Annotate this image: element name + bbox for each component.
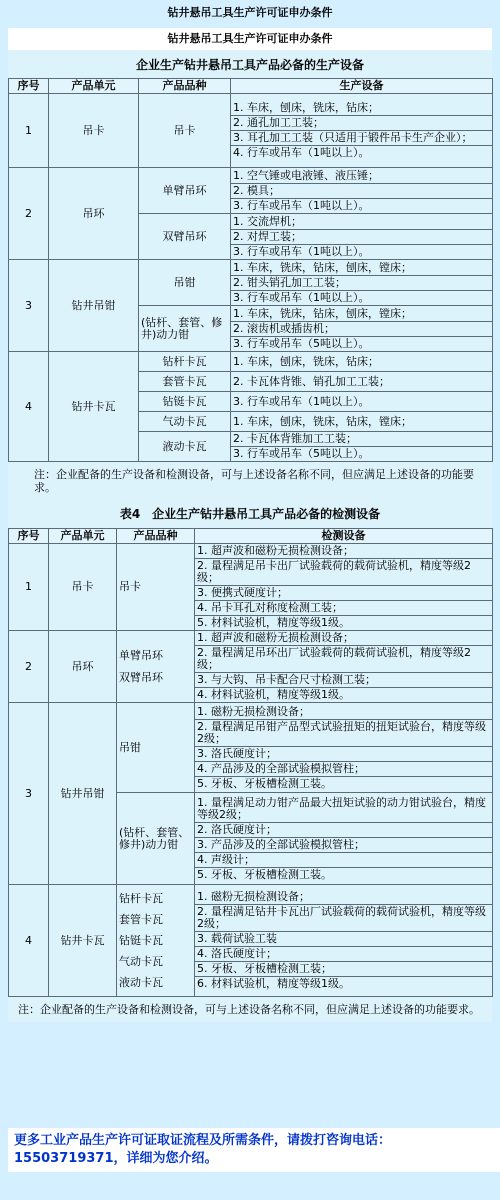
table2-caption: 表4 企业生产钻井悬吊工具产品必备的检测设备 — [119, 507, 381, 521]
row-variety: 钻杆卡瓦 — [139, 352, 231, 372]
list-item: 1. 车床，铣床，钻床，刨床，镗床； — [231, 307, 492, 322]
col-header-no: 序号 — [9, 529, 49, 544]
list-item: 3. 行车或吊车（5吨以上）。 — [233, 336, 370, 350]
content-panel — [8, 50, 492, 1022]
list-item: 3. 行车或吊车（1吨以上）。 — [233, 290, 370, 304]
row-equipment — [231, 94, 493, 168]
row-equipment — [231, 412, 493, 432]
row-variety: 吊钳 — [117, 703, 195, 793]
row-inspection — [195, 631, 493, 703]
row-variety: 吊钳 — [139, 260, 231, 306]
row-variety: 单臂吊环 双臂吊环 — [117, 631, 195, 703]
list-item: 2. 量程满足吊卡出厂试验载荷的载荷试验机，精度等级2级； — [195, 559, 492, 586]
list-item: 1. 量程满足动力钳产品最大扭矩试验的动力钳试验台，精度等级2级； — [195, 796, 492, 823]
list-item: 4. 吊卡耳孔对称度检测工装； — [195, 601, 492, 616]
section-title: 钻井悬吊工具生产许可证申办条件 — [8, 28, 492, 50]
list-item: 5. 牙板、牙板槽检测工装； — [195, 962, 492, 977]
row-equipment — [231, 352, 493, 372]
row-no: 1 — [9, 94, 49, 168]
row-variety: (钻杆、套管、修井)动力钳 — [139, 306, 231, 352]
list-item: 4. 材料试验机，精度等级1级。 — [197, 688, 350, 701]
list-item: 1. 超声波和磁粉无损检测设备； — [195, 544, 492, 559]
row-unit: 吊环 — [49, 168, 139, 260]
row-inspection — [195, 793, 493, 885]
row-inspection — [195, 885, 493, 997]
row-variety: 钻杆卡瓦 套管卡瓦 钻铤卡瓦 气动卡瓦 液动卡瓦 — [117, 885, 195, 997]
list-item: 1. 车床，铣床，钻床，刨床，镗床； — [231, 261, 492, 276]
col-header-variety: 产品品种 — [117, 529, 195, 544]
note-2: 注：企业配备的生产设备和检测设备，可与上述设备名称不同，但应满足上述设备的功能要求。 — [18, 1003, 480, 1016]
list-item: 5. 牙板、牙板槽检测工装。 — [197, 867, 332, 881]
list-item: 2. 对焊工装； — [231, 230, 492, 245]
row-unit: 钻井吊钳 — [49, 703, 117, 885]
list-item: 3. 行车或吊车（5吨以上）。 — [233, 447, 370, 460]
list-item: 5. 材料试验机，精度等级1级。 — [197, 616, 350, 629]
list-item: 1. 车床，刨床，铣床，钻床； — [231, 101, 492, 116]
row-variety: 吊卡 — [139, 94, 231, 168]
row-variety: 钻铤卡瓦 — [139, 392, 231, 412]
list-item: 2. 卡瓦体背锥、销孔加工工装； — [233, 374, 390, 388]
table-header-row — [9, 529, 493, 544]
table-header-row — [9, 79, 493, 94]
table1-caption: 企业生产钻井悬吊工具产品必备的生产设备 — [135, 58, 364, 72]
list-item: 2. 钳头销孔加工工装； — [231, 276, 492, 291]
list-item: 6. 材料试验机，精度等级1级。 — [197, 977, 350, 990]
row-equipment — [231, 372, 493, 392]
row-equipment — [231, 214, 493, 260]
list-item: 2. 通孔加工工装； — [231, 116, 492, 131]
list-item: 4. 声级计； — [195, 853, 492, 868]
row-equipment — [231, 306, 493, 352]
list-item: 1. 交流焊机； — [231, 215, 492, 230]
contact-footer: 更多工业产品生产许可证取证流程及所需条件，请拨打咨询电话：15503719371，详细为您介绍。 — [8, 1128, 500, 1172]
inspection-equipment-table — [8, 528, 493, 997]
list-item: 3. 产品涉及的全部试验模拟管柱； — [195, 838, 492, 853]
list-item: 3. 与大钩、吊卡配合尺寸检测工装； — [195, 673, 492, 688]
col-header-unit: 产品单元 — [49, 529, 117, 544]
row-no: 1 — [9, 544, 49, 631]
list-item: 3. 耳孔加工工装（只适用于锻件吊卡生产企业）； — [231, 131, 492, 146]
col-header-no: 序号 — [9, 79, 49, 94]
row-equipment — [231, 260, 493, 306]
list-item: 5. 牙板、牙板槽检测工装。 — [197, 776, 332, 790]
row-unit: 钻井吊钳 — [49, 260, 139, 352]
table-row — [9, 631, 493, 703]
list-item: 3. 便携式硬度计； — [195, 586, 492, 601]
list-item: 2. 卡瓦体背锥加工工装； — [231, 432, 492, 447]
row-equipment — [231, 432, 493, 462]
row-unit: 钻井卡瓦 — [49, 352, 139, 462]
list-item: 4. 产品涉及的全部试验模拟管柱； — [195, 762, 492, 777]
row-variety: 吊卡 — [117, 544, 195, 631]
page-title: 钻井悬吊工具生产许可证申办条件 — [0, 0, 500, 26]
row-variety: 套管卡瓦 — [139, 372, 231, 392]
row-variety: 单臂吊环 — [139, 168, 231, 214]
table-row — [9, 885, 493, 997]
row-inspection — [195, 544, 493, 631]
row-unit: 吊卡 — [49, 544, 117, 631]
list-item: 3. 载荷试验工装 — [195, 932, 492, 947]
list-item: 2. 模具； — [231, 184, 492, 199]
list-item: 2. 量程满足吊环出厂试验载荷的载荷试验机，精度等级2级； — [195, 646, 492, 673]
row-no: 4 — [9, 352, 49, 462]
col-header-unit: 产品单元 — [49, 79, 139, 94]
table-row — [9, 352, 493, 372]
row-unit: 吊卡 — [49, 94, 139, 168]
row-variety: 气动卡瓦 — [139, 412, 231, 432]
list-item: 1. 磁粉无损检测设备； — [195, 890, 492, 905]
list-item: 1. 车床，刨床，铣床，钻床，镗床； — [233, 414, 412, 428]
note-1: 注：企业配备的生产设备和检测设备，可与上述设备名称不同，但应满足上述设备的功能要求。 — [34, 468, 474, 494]
list-item: 3. 行车或吊车（1吨以上）。 — [233, 244, 370, 258]
col-header-variety: 产品品种 — [139, 79, 231, 94]
col-header-equipment: 生产设备 — [231, 79, 493, 94]
list-item: 2. 量程满足钻井卡瓦出厂试验载荷的载荷试验机，精度等级2级； — [195, 905, 492, 932]
table-row — [9, 168, 493, 214]
row-no: 3 — [9, 260, 49, 352]
row-variety: 双臂吊环 — [139, 214, 231, 260]
list-item: 2. 滚齿机或插齿机； — [231, 322, 492, 337]
production-equipment-table — [8, 78, 493, 462]
table-row — [9, 260, 493, 306]
list-item: 3. 洛氏硬度计； — [195, 747, 492, 762]
list-item: 2. 量程满足吊钳产品型式试验扭矩的扭矩试验台，精度等级2级； — [195, 720, 492, 747]
row-equipment — [231, 168, 493, 214]
table-row — [9, 544, 493, 631]
row-no: 2 — [9, 168, 49, 260]
list-item: 1. 车床，刨床，铣床，钻床； — [233, 354, 379, 368]
list-item: 1. 磁粉无损检测设备； — [195, 705, 492, 720]
list-item: 1. 空气锤或电液锤、液压锤； — [231, 169, 492, 184]
row-unit: 吊环 — [49, 631, 117, 703]
row-equipment — [231, 392, 493, 412]
row-variety: 液动卡瓦 — [139, 432, 231, 462]
list-item: 1. 超声波和磁粉无损检测设备； — [195, 631, 492, 646]
row-unit: 钻井卡瓦 — [49, 885, 117, 997]
table-row — [9, 94, 493, 168]
table-row — [9, 703, 493, 793]
col-header-inspection: 检测设备 — [195, 529, 493, 544]
list-item: 2. 洛氏硬度计； — [195, 823, 492, 838]
row-variety: (钻杆、套管、修井)动力钳 — [117, 793, 195, 885]
row-no: 3 — [9, 703, 49, 885]
list-item: 3. 行车或吊车（1吨以上）。 — [233, 394, 370, 408]
row-inspection — [195, 703, 493, 793]
list-item: 3. 行车或吊车（1吨以上）。 — [233, 198, 370, 212]
list-item: 4. 洛氏硬度计； — [195, 947, 492, 962]
row-no: 4 — [9, 885, 49, 997]
list-item: 4. 行车或吊车（1吨以上）。 — [233, 146, 370, 159]
row-no: 2 — [9, 631, 49, 703]
